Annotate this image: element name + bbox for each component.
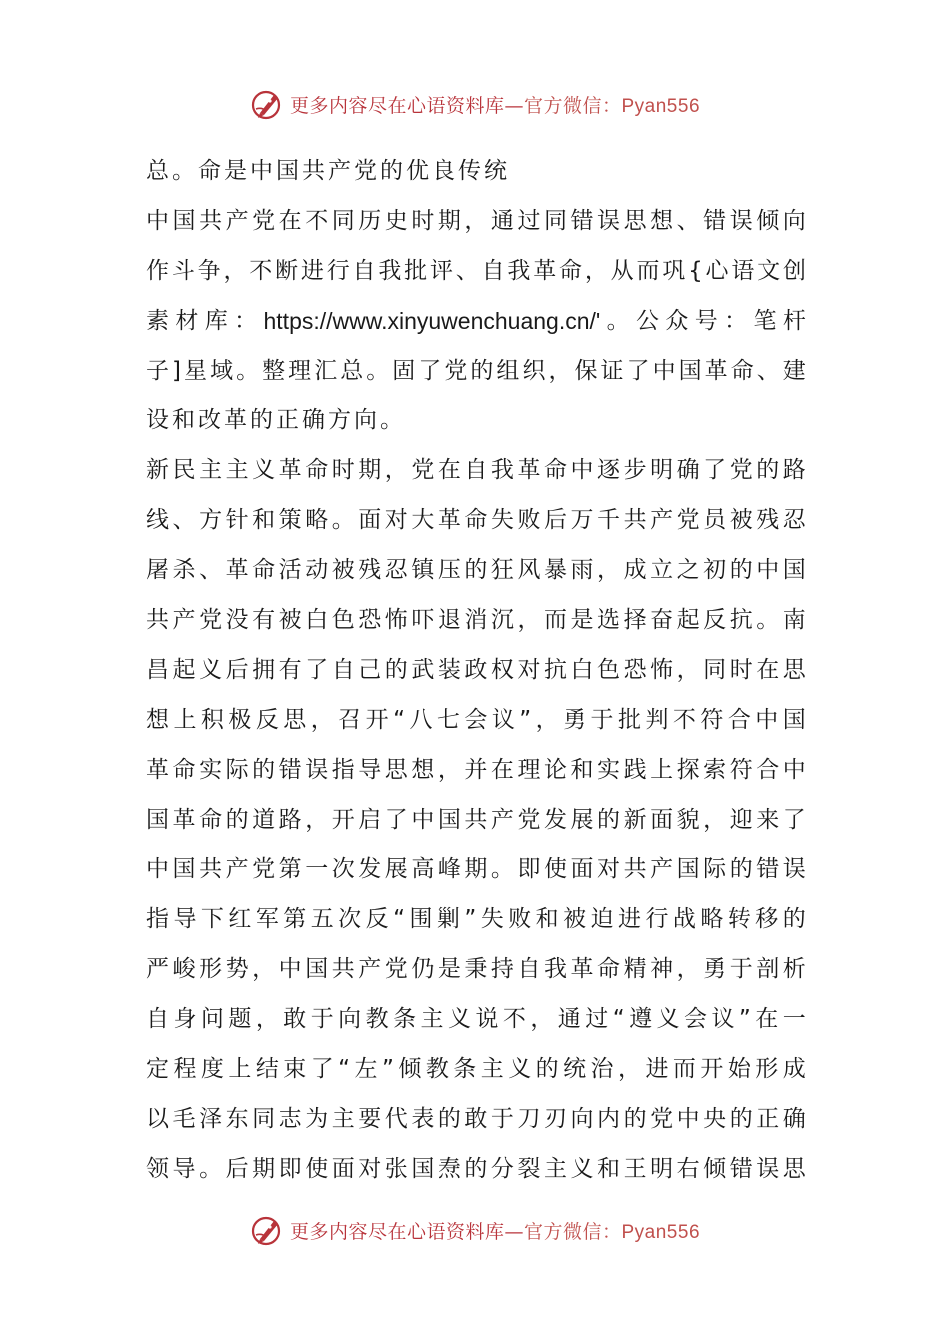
text-line: 线 、 方 针 和 策 略 。 面 对 大 革 命 失 败 后 万 千 共 产 党 员 被 残 忍	[146, 507, 806, 534]
header-promo	[290, 91, 700, 118]
text-line: 想 上 积 极 反 思 ， 召 开 “ 八 七 会 议 ” ， 勇 于 批 判 不 符 合 中 国	[146, 706, 806, 733]
footer-promo-text: 更多内容尽在心语资料库	[289, 1220, 505, 1243]
document-body	[146, 147, 806, 1195]
text-line: 指 导 下 红 军 第 五 次 反 “ 围 剿 ” 失 败 和 被 迫 进 行 战 略 转 移 的	[146, 906, 806, 933]
text-line: 素 材 库 ： https://www.xinyuwenchuang.cn/' 。 公 众 号 ： 笔 杆	[146, 307, 806, 334]
header-wechat-id: Pyan556	[621, 95, 701, 117]
header-banner	[0, 82, 950, 126]
text-line: 领 导 。 后 期 即 使 面 对 张 国 焘 的 分 裂 主 义 和 王 明 右 倾 错 误 思	[146, 1155, 806, 1182]
header-separator: —	[504, 94, 524, 117]
footer-banner	[0, 1208, 950, 1252]
text-line: 中 国 共 产 党 第 一 次 发 展 高 峰 期 。 即 使 面 对 共 产 国 际 的 错 误	[146, 856, 806, 883]
text-line: 革 命 实 际 的 错 误 指 导 思 想 ， 并 在 理 论 和 实 践 上 探 索 符 合 中	[146, 756, 806, 783]
text-line: 自 身 问 题 ， 敢 于 向 教 条 主 义 说 不 ， 通 过 “ 遵 义 会 议 ” 在 一	[146, 1006, 806, 1033]
text-line: 国 革 命 的 道 路 ， 开 启 了 中 国 共 产 党 发 展 的 新 面 貌 ， 迎 来 了	[146, 806, 806, 833]
footer-promo	[290, 1217, 700, 1244]
text-line: 新 民 主 主 义 革 命 时 期 ， 党 在 自 我 革 命 中 逐 步 明 确 了 党 的 路	[146, 457, 806, 484]
header-promo-text: 更多内容尽在心语资料库	[289, 94, 505, 117]
text-line: 总。命是中国共产党的优良传统	[146, 158, 510, 184]
footer-wechat-label: 官方微信：	[523, 1220, 622, 1243]
text-line: 作 斗 争 ， 不 断 进 行 自 我 批 评 、 自 我 革 命 ， 从 而 巩 { 心 语 文 创	[146, 257, 806, 284]
text-line: 定 程 度 上 结 束 了 “ 左 ” 倾 教 条 主 义 的 统 治 ， 进 而 开 始 形 成	[146, 1056, 806, 1083]
pen-nib-logo-icon	[250, 87, 284, 121]
text-line: 以 毛 泽 东 同 志 为 主 要 代 表 的 敢 于 刀 刃 向 内 的 党 中 央 的 正 确	[146, 1105, 806, 1132]
text-line: 子 ] 星 域 。 整 理 汇 总 。 固 了 党 的 组 织 ， 保 证 了 中 国 革 命 、 建	[146, 357, 806, 384]
text-line: 中 国 共 产 党 在 不 同 历 史 时 期 ， 通 过 同 错 误 思 想 、 错 误 倾 向	[146, 207, 806, 234]
text-line: 设和改革的正确方向。	[146, 407, 406, 434]
header-wechat-label: 官方微信：	[523, 94, 622, 117]
text-line: 昌 起 义 后 拥 有 了 自 己 的 武 装 政 权 对 抗 白 色 恐 怖 ， 同 时 在 思	[146, 656, 806, 683]
pen-nib-logo-icon	[250, 1213, 284, 1247]
text-line: 屠 杀 、 革 命 活 动 被 残 忍 镇 压 的 狂 风 暴 雨 ， 成 立 之 初 的 中 国	[146, 557, 806, 584]
text-line: 严 峻 形 势 ， 中 国 共 产 党 仍 是 秉 持 自 我 革 命 精 神 ， 勇 于 剖 析	[146, 956, 806, 983]
footer-wechat-id: Pyan556	[621, 1221, 701, 1243]
text-line: 共 产 党 没 有 被 白 色 恐 怖 吓 退 消 沉 ， 而 是 选 择 奋 起 反 抗 。 南	[146, 607, 806, 634]
footer-separator: —	[504, 1220, 524, 1243]
